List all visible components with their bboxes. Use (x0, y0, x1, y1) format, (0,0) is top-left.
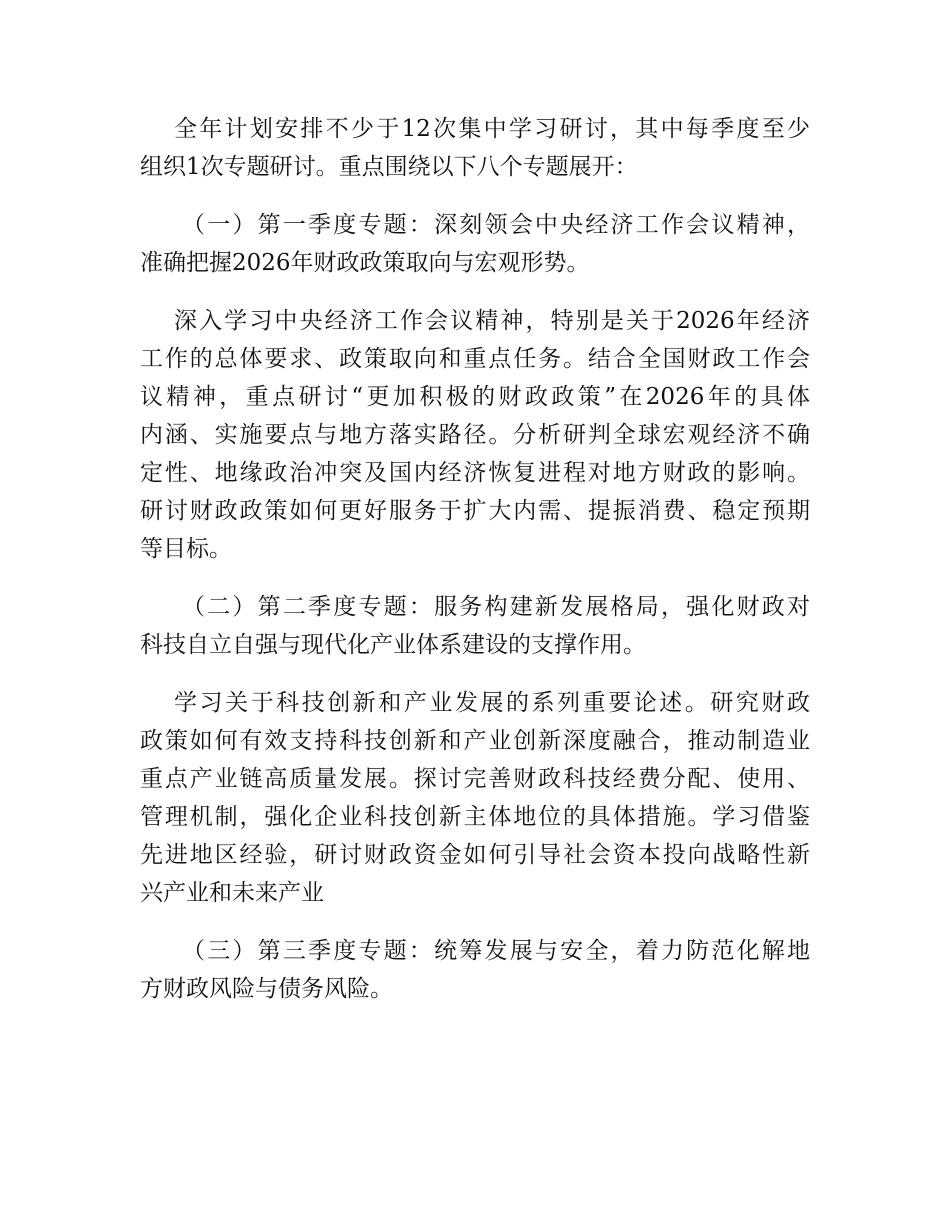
text-line: 重点产业链高质量发展。探讨完善财政科技经费分配、使用、 (140, 766, 810, 792)
text-line: 管理机制，强化企业科技创新主体地位的具体措施。学习借鉴 (140, 804, 810, 830)
body-paragraph (140, 684, 810, 912)
section-heading (140, 206, 810, 282)
text-line: 准确把握2026年财政政策取向与宏观形势。 (140, 250, 590, 276)
text-line: 内涵、实施要点与地方落实路径。分析研判全球宏观经济不确 (140, 422, 810, 448)
text-line: 等目标。 (140, 536, 232, 562)
text-line: （一）第一季度专题：深刻领会中央经济工作会议精神， (182, 212, 810, 238)
text-line: 工作的总体要求、政策取向和重点任务。结合全国财政工作会 (140, 346, 810, 372)
text-line: 深入学习中央经济工作会议精神，特别是关于2026年经济 (174, 308, 810, 334)
text-line: 定性、地缘政治冲突及国内经济恢复进程对地方财政的影响。 (140, 460, 810, 486)
text-line: 方财政风险与债务风险。 (140, 976, 393, 1002)
text-line: 议精神，重点研讨“更加积极的财政政策”在2026年的具体 (140, 384, 810, 410)
text-line: 科技自立自强与现代化产业体系建设的支撑作用。 (140, 632, 646, 658)
body-paragraph (140, 110, 810, 186)
text-line: 政策如何有效支持科技创新和产业创新深度融合，推动制造业 (140, 728, 810, 754)
section-heading (140, 588, 810, 664)
body-paragraph (140, 302, 810, 568)
text-line: 研讨财政政策如何更好服务于扩大内需、提振消费、稳定预期 (140, 498, 810, 524)
section-heading (140, 932, 810, 1008)
text-line: 兴产业和未来产业 (140, 880, 324, 906)
document-page (140, 110, 810, 1028)
text-line: 先进地区经验，研讨财政资金如何引导社会资本投向战略性新 (140, 842, 810, 868)
text-line: 全年计划安排不少于12次集中学习研讨，其中每季度至少 (174, 116, 810, 142)
text-line: 学习关于科技创新和产业发展的系列重要论述。研究财政 (174, 690, 810, 716)
text-line: （二）第二季度专题：服务构建新发展格局，强化财政对 (182, 594, 810, 620)
text-line: （三）第三季度专题：统筹发展与安全，着力防范化解地 (182, 938, 810, 964)
text-line: 组织1次专题研讨。重点围绕以下八个专题展开： (140, 154, 638, 180)
